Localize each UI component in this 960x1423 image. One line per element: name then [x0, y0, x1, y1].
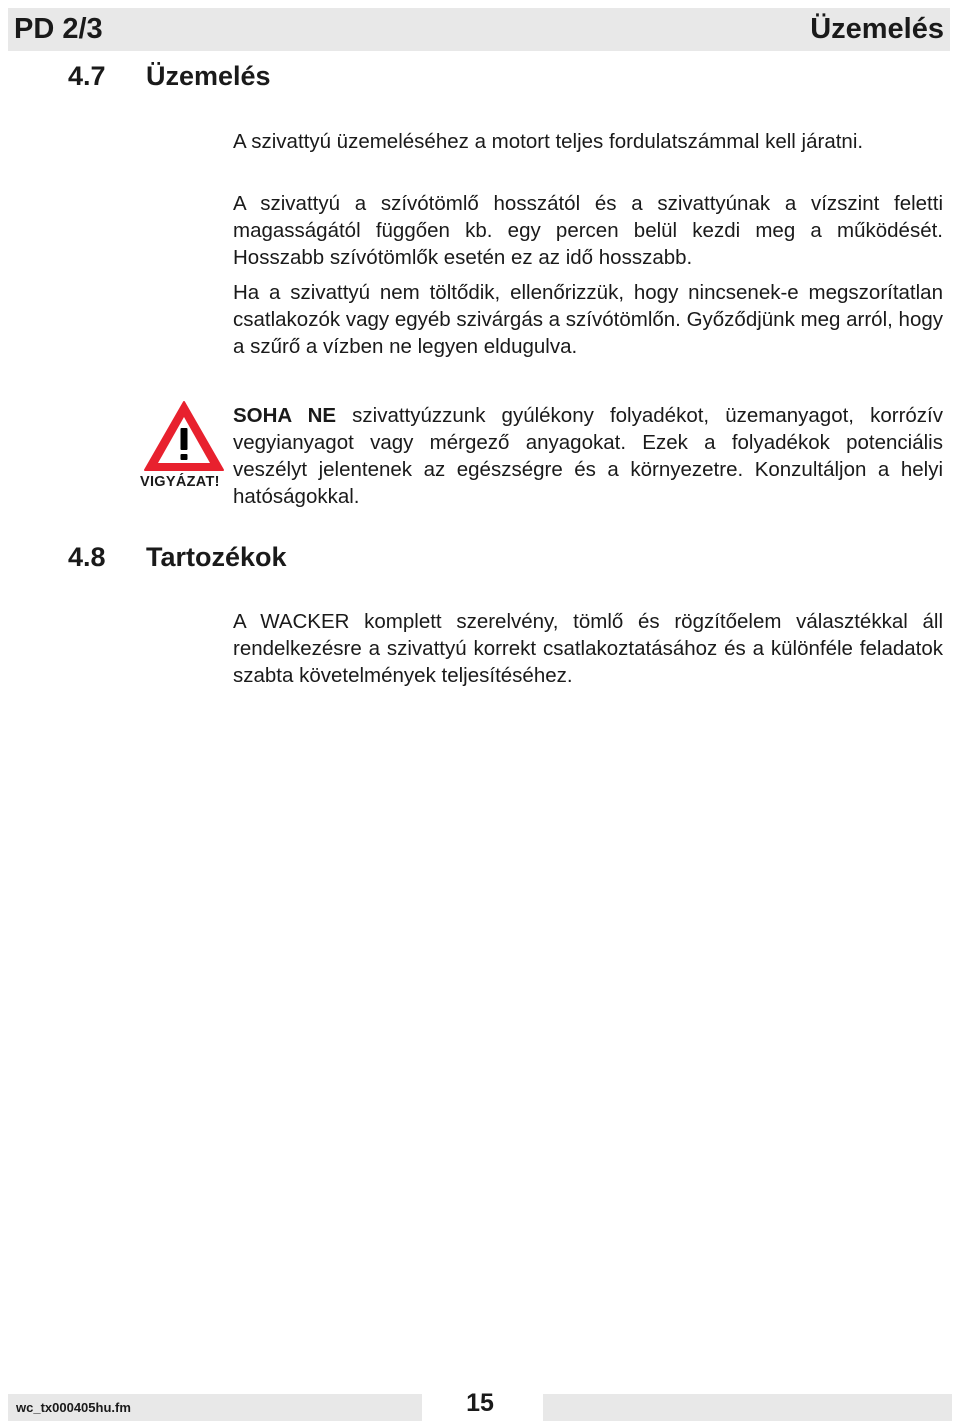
- warning-body: szivattyúzzunk gyúlékony folyadékot, üzemanyagot, korrózív vegyianyagot vagy mérgező anyagokat. Ezek a folyadékok potenciális veszélyt jelentenek az egészségre és a környezetre. Konzultáljon a helyi hatóságokkal.: [233, 404, 943, 508]
- paragraph-operation-2: A szivattyú a szívótömlő hosszától és a szivattyúnak a vízszint feletti magasságától függően kb. egy percen belül kezdi meg a működését. Hosszabb szívótömlők esetén ez az idő hosszabb.: [233, 192, 943, 269]
- warning-text: [233, 402, 943, 510]
- footer-file-name: wc_tx000405hu.fm: [16, 1400, 131, 1415]
- paragraph-operation-3: Ha a szivattyú nem töltődik, ellenőrizzük, hogy nincsenek-e megszorítatlan csatlakozók vagy egyéb szivárgás a szívótömlőn. Győződjünk meg arról, hogy a szűrő a vízben ne legyen eldugulva.: [233, 281, 943, 358]
- section-heading-accessories: [68, 541, 287, 573]
- paragraph-operation-1: A szivattyú üzemeléséhez a motort teljes fordulatszámmal kell járatni.: [233, 130, 864, 153]
- header-bar: [8, 8, 950, 51]
- document-model-title: PD 2/3: [14, 13, 103, 45]
- section-number: 4.8: [68, 542, 106, 572]
- paragraph-accessories-1: A WACKER komplett szerelvény, tömlő és rögzítőelem választékkal áll rendelkezésre a szivattyú korrekt csatlakoztatásához és a különféle feladatok szabta követelmények teljesítéséhez.: [233, 610, 943, 687]
- footer-right-bar: [543, 1394, 952, 1421]
- page-number: 15: [466, 1389, 494, 1417]
- section-title: Üzemelés: [146, 61, 271, 91]
- warning-emphasis: SOHA NE: [233, 404, 337, 427]
- warning-label: VIGYÁZAT!: [140, 474, 220, 490]
- section-title: Tartozékok: [146, 542, 287, 572]
- section-heading-operation: [68, 60, 271, 92]
- section-number: 4.7: [68, 61, 106, 91]
- chapter-title: Üzemelés: [810, 13, 944, 45]
